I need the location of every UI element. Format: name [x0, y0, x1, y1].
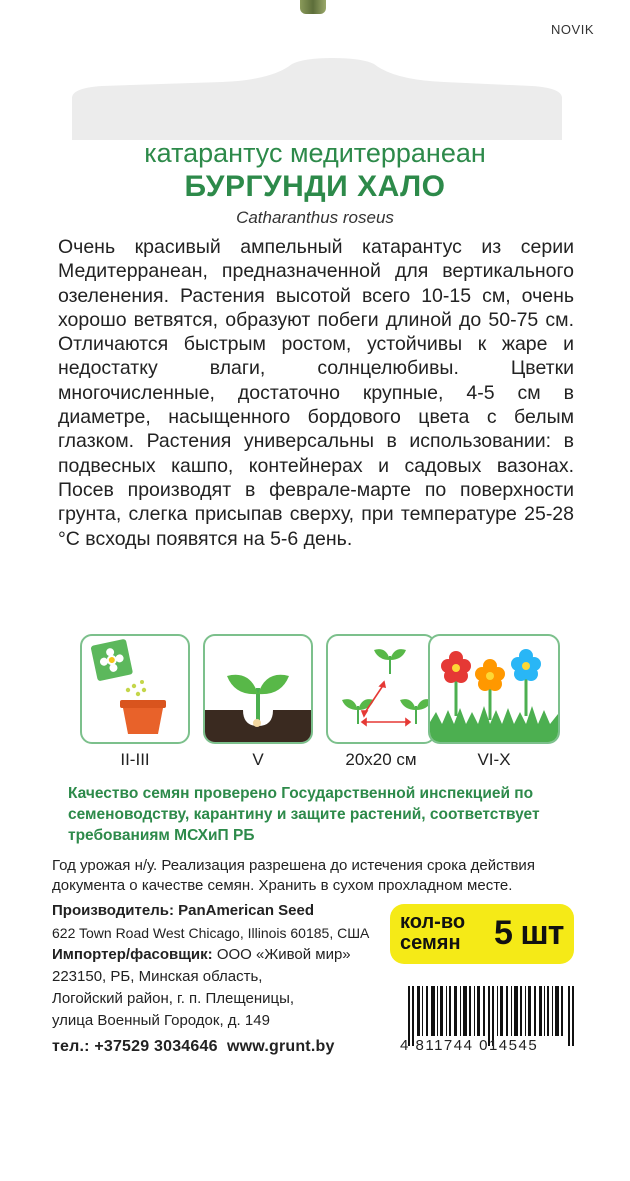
- quantity-value: 5 шт: [494, 914, 564, 952]
- manufacturer-block: [52, 900, 392, 1032]
- barcode-digits: 4 811744 014545: [400, 1037, 539, 1054]
- flowering-icon: [428, 634, 560, 744]
- title-background-shape: [72, 58, 562, 140]
- importer-address-3: улица Военный Городок, д. 149: [52, 1012, 270, 1029]
- manufacturer-address: 622 Town Road West Chicago, Illinois 60185, США: [52, 925, 370, 941]
- product-name: БУРГУНДИ ХАЛО: [184, 170, 446, 203]
- product-description: Очень красивый ампельный катарантус из серии Медитерранеан, предназначенной для вертикального озеленения. Растения высотой всего 10-15 см, очень хорошо ветвятся, образуют побеги длиной до 50-75 см. Отличаются быстрым ростом, устойчивы к жаре и недостатку влаги, солнцелюбивы. Цветки многочисленные, достаточно крупные, 4-5 см в диаметре, насыщенного бордового цвета с белым глазком. Растения универсальны в использовании: в подвесных кашпо, контейнерах и садовых вазонах. Посев производят в феврале-марте по поверхности грунта, слегка присыпав сверху, при температуре 25-28 °С всходы появятся на 5-6 день.: [58, 236, 574, 550]
- importer-label: Импортер/фасовщик:: [52, 946, 213, 963]
- flowering-period: VI-X: [477, 750, 511, 769]
- cultivation-icons: [80, 634, 560, 774]
- sowing-period: II-III: [120, 750, 150, 769]
- latin-name: Catharanthus roseus: [236, 208, 394, 227]
- spacing-icon: [326, 634, 436, 744]
- sowing-icon: [80, 634, 190, 744]
- quantity-label-1: кол-во: [400, 911, 466, 933]
- seedling-period: V: [252, 750, 264, 769]
- plant-stem-graphic: [300, 0, 326, 14]
- product-type: катарантус медитерранеан: [144, 138, 486, 168]
- quality-statement: Качество семян проверено Государственной инспекцией по семеноводству, карантину и защите растений, соответствует требованиям МСХиП РБ: [68, 785, 540, 844]
- brand-label: NOVIK: [551, 22, 594, 37]
- importer-line: [52, 944, 392, 966]
- contact-line: тел.: +37529 3034646 www.grunt.by: [52, 1038, 335, 1055]
- seedling-icon: [203, 634, 313, 744]
- spacing-value: 20x20 см: [345, 750, 417, 769]
- harvest-note: Год урожая н/у. Реализация разрешена до истечения срока действия документа о качестве семян. Хранить в сухом прохладном месте.: [52, 857, 535, 894]
- importer-address-2: Логойский район, г. п. Плещеницы,: [52, 990, 295, 1007]
- importer-name: ООО «Живой мир»: [216, 946, 351, 963]
- manufacturer-label: Производитель: PanAmerican Seed: [52, 902, 315, 919]
- importer-address-1: 223150, РБ, Минская область,: [52, 968, 263, 985]
- quantity-label-2: семян: [400, 932, 461, 954]
- seed-quantity-badge: [390, 904, 574, 964]
